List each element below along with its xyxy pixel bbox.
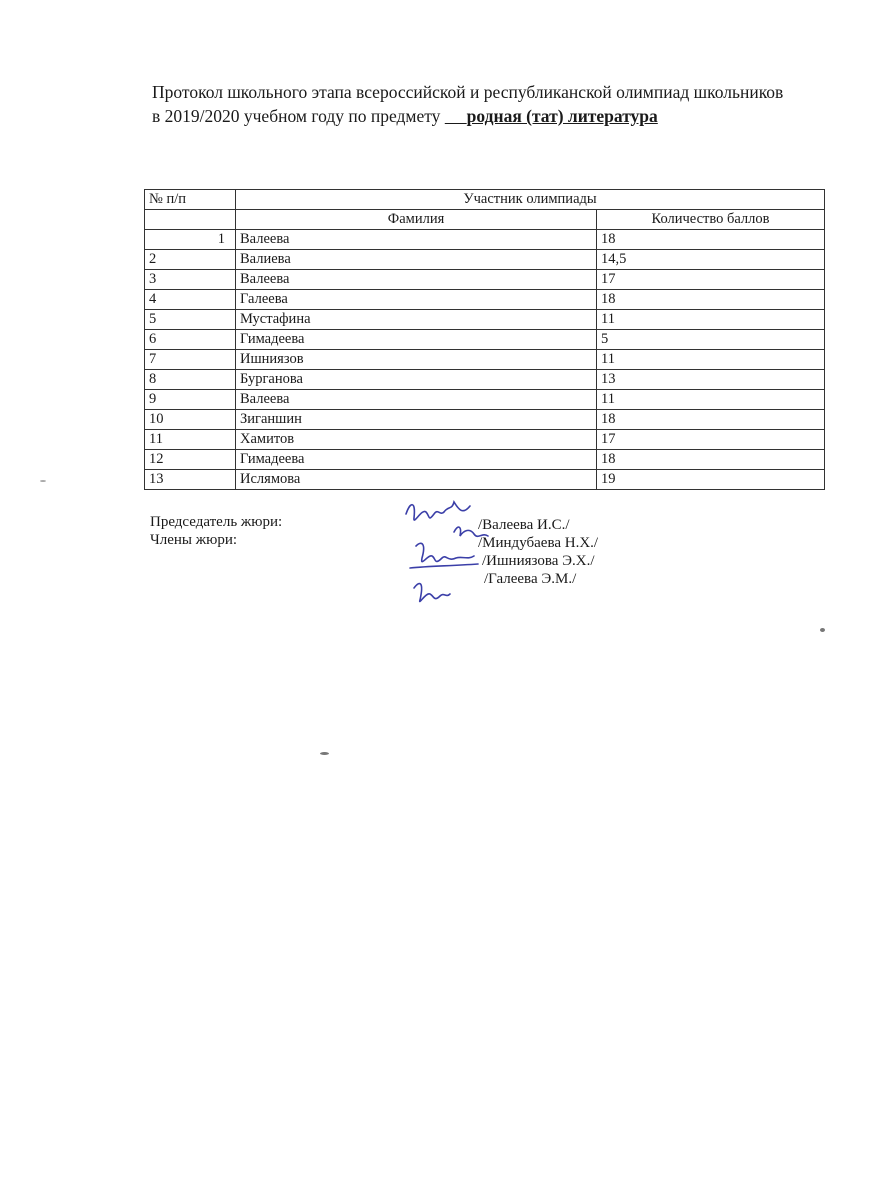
row-name: Хамитов — [236, 430, 597, 450]
scan-speck — [40, 480, 46, 482]
row-num: 13 — [145, 470, 236, 490]
row-score: 5 — [597, 330, 825, 350]
scan-speck — [820, 628, 825, 632]
table-row — [145, 230, 825, 250]
row-num: 6 — [145, 330, 236, 350]
row-score: 18 — [597, 450, 825, 470]
table-row — [145, 470, 825, 490]
row-name: Валеева — [236, 230, 597, 250]
table-body — [145, 230, 825, 490]
row-score: 18 — [597, 290, 825, 310]
table-row — [145, 450, 825, 470]
jury-member-3: /Ишниязова Э.Х./ — [482, 553, 595, 569]
header-num: № п/п — [145, 190, 236, 210]
header-surname: Фамилия — [236, 210, 597, 230]
header-score: Количество баллов — [597, 210, 825, 230]
title-underline-space — [445, 106, 467, 126]
table-row — [145, 270, 825, 290]
row-name: Валиева — [236, 250, 597, 270]
jury-member-2: /Миндубаева Н.Х./ — [478, 535, 599, 551]
table-row — [145, 250, 825, 270]
row-num: 8 — [145, 370, 236, 390]
row-score: 11 — [597, 350, 825, 370]
row-num: 5 — [145, 310, 236, 330]
table-row — [145, 410, 825, 430]
table-row — [145, 330, 825, 350]
row-num: 1 — [145, 230, 236, 250]
row-score: 17 — [597, 430, 825, 450]
jury-member-1: /Валеева И.С./ — [478, 517, 570, 533]
row-name: Ишниязов — [236, 350, 597, 370]
handwritten-signatures — [400, 496, 490, 616]
row-score: 18 — [597, 410, 825, 430]
row-num: 10 — [145, 410, 236, 430]
table-subheader-row — [145, 210, 825, 230]
members-label: Члены жюри: — [150, 532, 238, 548]
table-row — [145, 370, 825, 390]
row-num: 4 — [145, 290, 236, 310]
table-row — [145, 430, 825, 450]
row-score: 11 — [597, 310, 825, 330]
jury-labels — [150, 513, 282, 549]
row-name: Мустафина — [236, 310, 597, 330]
results-table — [144, 189, 825, 490]
title-subject: родная (тат) литература — [466, 106, 658, 126]
row-name: Гимадеева — [236, 330, 597, 350]
row-score: 19 — [597, 470, 825, 490]
scan-speck — [320, 752, 329, 755]
table-row — [145, 390, 825, 410]
title-text: Протокол школьного этапа всероссийской и республиканской олимпиад школьников в 2019/2020 учебном году по предмету — [152, 82, 784, 126]
header-empty — [145, 210, 236, 230]
row-name: Галеева — [236, 290, 597, 310]
row-num: 12 — [145, 450, 236, 470]
row-num: 2 — [145, 250, 236, 270]
jury-member-4: /Галеева Э.М./ — [484, 571, 577, 587]
row-score: 13 — [597, 370, 825, 390]
row-num: 7 — [145, 350, 236, 370]
table-row — [145, 310, 825, 330]
row-name: Бурганова — [236, 370, 597, 390]
row-score: 14,5 — [597, 250, 825, 270]
header-participant: Участник олимпиады — [236, 190, 825, 210]
row-score: 18 — [597, 230, 825, 250]
table-header-row — [145, 190, 825, 210]
row-num: 11 — [145, 430, 236, 450]
jury-members — [478, 516, 598, 588]
row-score: 17 — [597, 270, 825, 290]
table-row — [145, 290, 825, 310]
row-num: 9 — [145, 390, 236, 410]
chair-label: Председатель жюри: — [150, 514, 283, 530]
table-row — [145, 350, 825, 370]
row-name: Ислямова — [236, 470, 597, 490]
row-num: 3 — [145, 270, 236, 290]
row-name: Валеева — [236, 270, 597, 290]
protocol-title — [152, 80, 792, 128]
row-name: Валеева — [236, 390, 597, 410]
row-score: 11 — [597, 390, 825, 410]
row-name: Гимадеева — [236, 450, 597, 470]
row-name: Зиганшин — [236, 410, 597, 430]
